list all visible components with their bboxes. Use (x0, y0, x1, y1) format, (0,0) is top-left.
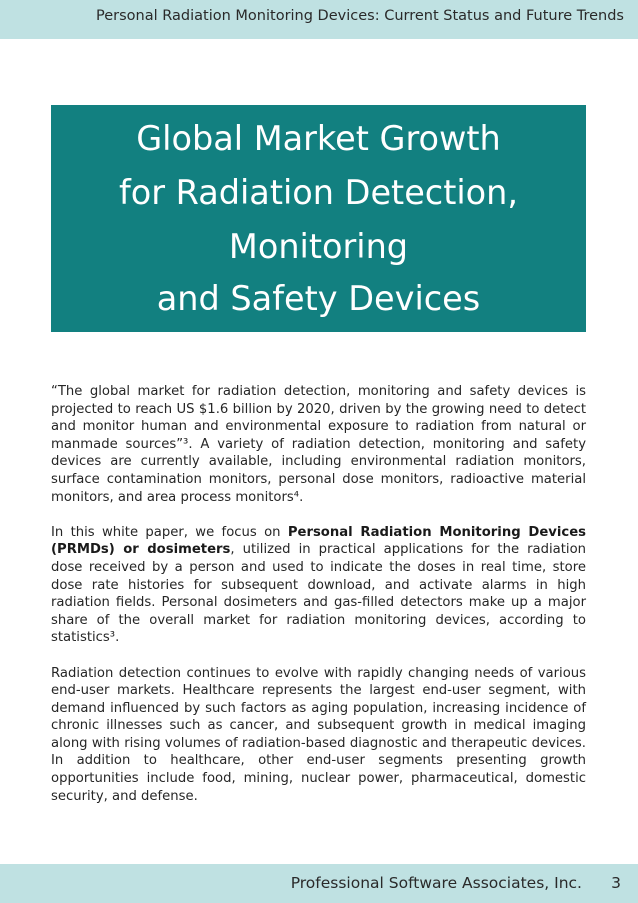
paragraph-market-projection: “The global market for radiation detection, monitoring and safety devices is projected to reach US $1.6 billion by 2020, driven by the growing need to detect and monitor human and environmental exposure to radiation from natural or manmade sources”³. A variety of radiation detection, monitoring and safety devices are currently available, including environmental radiation monitors, surface contamination monitors, personal dose monitors, radioactive material monitors, and area process monitors⁴. (51, 384, 586, 505)
paragraph-prmd-rest: , utilized in practical applications for the radiation dose received by a person and used to indicate the doses in real time, store dose rate histories for subsequent download, and activate alarms in high radiation fields. Personal dosimeters and gas-filled detectors make up a major share of the overall market for radiation monitoring devices, according to statistics³. (51, 542, 586, 646)
body-content (51, 383, 586, 823)
prmd-term: Personal Radiation Monitoring Devices (PRMDs) or dosimeters (51, 524, 586, 558)
title-box (51, 105, 586, 332)
title-line-2: for Radiation Detection, (118, 173, 519, 212)
footer-company: Professional Software Associates, Inc. (290, 874, 582, 892)
header-bar (0, 0, 638, 39)
paragraph-end-user-markets: Radiation detection continues to evolve with rapidly changing needs of various end-user markets. Healthcare represents the largest end-user segment, with demand influenced by such factors as aging population, increasing incidence of chronic illnesses such as cancer, and subsequent growth in medical imaging along with rising volumes of radiation-based diagnostic and therapeutic devices. In addition to healthcare, other end-user segments presenting growth opportunities include food, mining, nuclear power, pharmaceutical, domestic security, and defense. (51, 665, 586, 804)
title-line-4: and Safety Devices (156, 279, 481, 318)
title-line-1: Global Market Growth (136, 119, 501, 158)
page-number: 3 (611, 874, 621, 892)
paragraph-prmd-lead: In this white paper, we focus on (51, 524, 288, 540)
footer-bar (0, 864, 638, 903)
title-line-3: Monitoring (228, 227, 409, 266)
running-title: Personal Radiation Monitoring Devices: Current Status and Future Trends (96, 8, 624, 24)
paragraph-prmd-focus (51, 524, 586, 647)
